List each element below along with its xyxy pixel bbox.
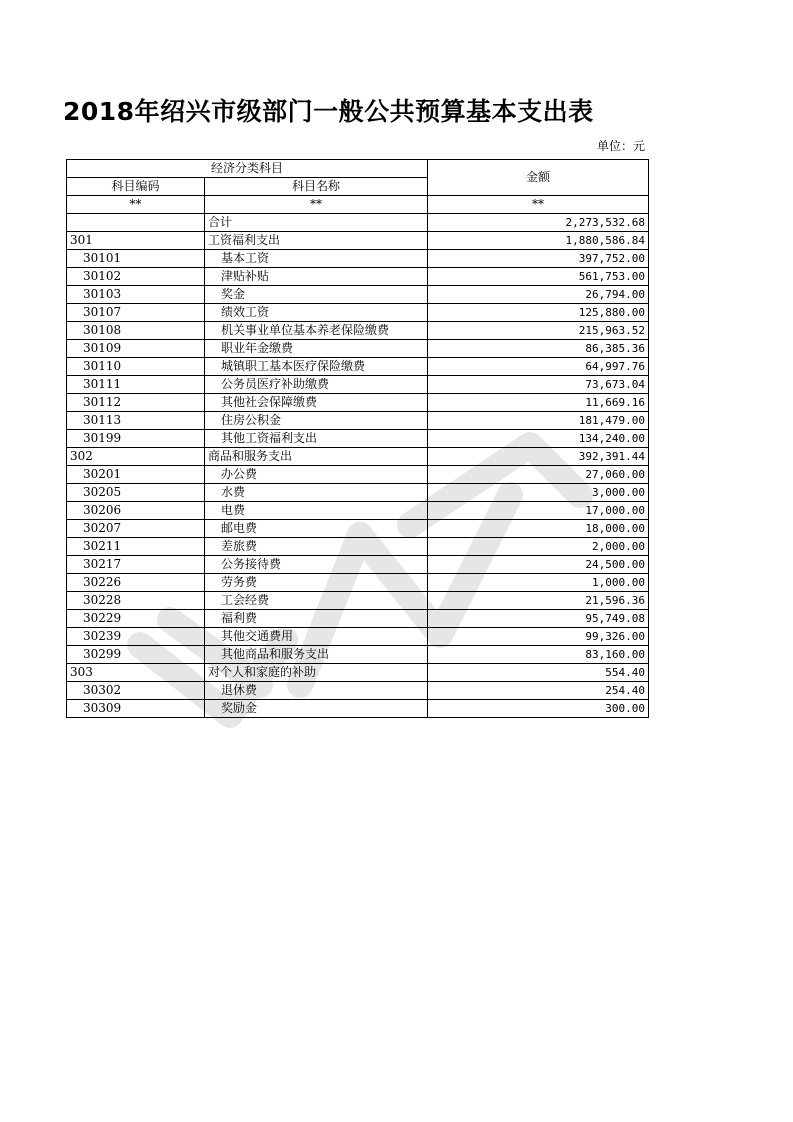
row-code: 30109 <box>67 340 205 358</box>
row-name: 公务接待费 <box>205 556 428 574</box>
row-name: 住房公积金 <box>205 412 428 430</box>
table-row <box>67 268 649 286</box>
row-name: 津贴补贴 <box>205 268 428 286</box>
table-row <box>67 628 649 646</box>
row-name: 合计 <box>205 214 428 232</box>
table-row <box>67 358 649 376</box>
page-title: 2018年绍兴市级部门一般公共预算基本支出表 <box>63 97 594 126</box>
table-row <box>67 682 649 700</box>
row-code: 30110 <box>67 358 205 376</box>
row-code: 30299 <box>67 646 205 664</box>
table-row <box>67 574 649 592</box>
row-amount: 83,160.00 <box>428 646 649 664</box>
row-code: 303 <box>67 664 205 682</box>
row-code: 30113 <box>67 412 205 430</box>
table-row <box>67 646 649 664</box>
table-row <box>67 502 649 520</box>
row-code: 302 <box>67 448 205 466</box>
row-amount: 254.40 <box>428 682 649 700</box>
row-amount: 1,880,586.84 <box>428 232 649 250</box>
table-row <box>67 214 649 232</box>
row-amount: 86,385.36 <box>428 340 649 358</box>
row-code: 30217 <box>67 556 205 574</box>
row-name: 其他工资福利支出 <box>205 430 428 448</box>
header-row-markers <box>67 196 649 214</box>
row-code: 30103 <box>67 286 205 304</box>
row-amount: 561,753.00 <box>428 268 649 286</box>
row-code: 30302 <box>67 682 205 700</box>
row-amount: 99,326.00 <box>428 628 649 646</box>
budget-table <box>66 159 649 718</box>
row-amount: 11,669.16 <box>428 394 649 412</box>
row-code: 30207 <box>67 520 205 538</box>
table-row <box>67 610 649 628</box>
row-name: 电费 <box>205 502 428 520</box>
row-amount: 392,391.44 <box>428 448 649 466</box>
table-row <box>67 322 649 340</box>
table-row <box>67 700 649 718</box>
row-name: 基本工资 <box>205 250 428 268</box>
unit-label: 单位：元 <box>596 139 645 153</box>
row-name: 工资福利支出 <box>205 232 428 250</box>
row-name: 对个人和家庭的补助 <box>205 664 428 682</box>
row-amount: 181,479.00 <box>428 412 649 430</box>
row-code: 30201 <box>67 466 205 484</box>
row-code: 30228 <box>67 592 205 610</box>
row-amount: 2,000.00 <box>428 538 649 556</box>
row-amount: 3,000.00 <box>428 484 649 502</box>
table-row <box>67 376 649 394</box>
row-name: 其他交通费用 <box>205 628 428 646</box>
row-amount: 73,673.04 <box>428 376 649 394</box>
row-name: 退休费 <box>205 682 428 700</box>
table-row <box>67 556 649 574</box>
table-row <box>67 448 649 466</box>
row-amount: 300.00 <box>428 700 649 718</box>
row-amount: 125,880.00 <box>428 304 649 322</box>
row-code: 30226 <box>67 574 205 592</box>
row-name: 奖励金 <box>205 700 428 718</box>
row-code: 30101 <box>67 250 205 268</box>
row-name: 福利费 <box>205 610 428 628</box>
row-name: 机关事业单位基本养老保险缴费 <box>205 322 428 340</box>
row-code: 301 <box>67 232 205 250</box>
row-name: 职业年金缴费 <box>205 340 428 358</box>
row-amount: 1,000.00 <box>428 574 649 592</box>
header-code: 科目编码 <box>67 178 205 196</box>
table-row <box>67 520 649 538</box>
row-name: 其他商品和服务支出 <box>205 646 428 664</box>
row-code: 30239 <box>67 628 205 646</box>
row-name: 其他社会保障缴费 <box>205 394 428 412</box>
marker-amount: ** <box>428 196 649 214</box>
row-code: 30199 <box>67 430 205 448</box>
row-amount: 17,000.00 <box>428 502 649 520</box>
row-amount: 554.40 <box>428 664 649 682</box>
row-amount: 27,060.00 <box>428 466 649 484</box>
row-name: 水费 <box>205 484 428 502</box>
row-amount: 2,273,532.68 <box>428 214 649 232</box>
header-economic-category: 经济分类科目 <box>67 160 428 178</box>
row-name: 邮电费 <box>205 520 428 538</box>
table-row <box>67 286 649 304</box>
row-name: 奖金 <box>205 286 428 304</box>
table-row <box>67 250 649 268</box>
table-row <box>67 412 649 430</box>
row-code: 30229 <box>67 610 205 628</box>
table-row <box>67 664 649 682</box>
row-code: 30107 <box>67 304 205 322</box>
table-row <box>67 232 649 250</box>
table-row <box>67 466 649 484</box>
row-code: 30211 <box>67 538 205 556</box>
row-code <box>67 214 205 232</box>
row-amount: 95,749.08 <box>428 610 649 628</box>
table-row <box>67 340 649 358</box>
row-name: 工会经费 <box>205 592 428 610</box>
row-amount: 215,963.52 <box>428 322 649 340</box>
row-amount: 64,997.76 <box>428 358 649 376</box>
table-row <box>67 394 649 412</box>
row-code: 30112 <box>67 394 205 412</box>
row-name: 商品和服务支出 <box>205 448 428 466</box>
table-row <box>67 592 649 610</box>
row-name: 绩效工资 <box>205 304 428 322</box>
marker-name: ** <box>205 196 428 214</box>
row-amount: 24,500.00 <box>428 556 649 574</box>
row-code: 30108 <box>67 322 205 340</box>
table-row <box>67 304 649 322</box>
row-name: 劳务费 <box>205 574 428 592</box>
header-amount: 金额 <box>428 160 649 196</box>
table-row <box>67 430 649 448</box>
table-row <box>67 484 649 502</box>
row-amount: 26,794.00 <box>428 286 649 304</box>
row-amount: 21,596.36 <box>428 592 649 610</box>
row-amount: 397,752.00 <box>428 250 649 268</box>
row-name: 城镇职工基本医疗保险缴费 <box>205 358 428 376</box>
header-row-group <box>67 160 649 178</box>
row-name: 差旅费 <box>205 538 428 556</box>
row-code: 30111 <box>67 376 205 394</box>
row-code: 30309 <box>67 700 205 718</box>
row-amount: 18,000.00 <box>428 520 649 538</box>
row-code: 30102 <box>67 268 205 286</box>
row-code: 30205 <box>67 484 205 502</box>
header-name: 科目名称 <box>205 178 428 196</box>
marker-code: ** <box>67 196 205 214</box>
table-row <box>67 538 649 556</box>
row-amount: 134,240.00 <box>428 430 649 448</box>
row-name: 公务员医疗补助缴费 <box>205 376 428 394</box>
row-code: 30206 <box>67 502 205 520</box>
row-name: 办公费 <box>205 466 428 484</box>
